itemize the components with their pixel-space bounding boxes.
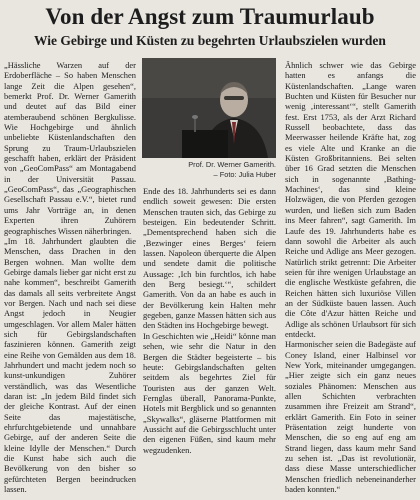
photo-caption: Prof. Dr. Werner Gamerith. – Foto: Julia Huber xyxy=(188,160,276,179)
subheadline: Wie Gebirge und Küsten zu begehrten Urlaubszielen wurden xyxy=(34,33,386,48)
headline: Von der Angst zum Traumurlaub xyxy=(45,4,375,29)
article-column-middle: Ende des 18. Jahrhunderts sei es dann endlich soweit gewesen: Die ersten Menschen trauten sich, das Gebirge zu besteigen. Ein bedeutender Schritt. „Dementsprechend haben sich die ‚Bezwinger eines Berges‘ feiern lassen. Napoleon überquerte die Alpen und sendete damit die politische Aussage: ‚Ich bin furchtlos, ich habe den Berg besiegt.‘“, schildert Gamerith. Von da an habe es auch in der Bevölkerung kein Halten mehr gegeben, ganze Massen hätten sich aus den Städten ins Hochgebirge bewegt. In Geschichten wie „Heidi“ könne man sehen, wie sehr die Natur in den Bergen die Städter begeisterte – bis heute: Gebirgslandschaften gelten seitdem als begehrtes Ziel für Touristen aus der ganzen Welt. Fernglas überall, Panorama-Punkte, Hotels mit Bergblick und so genannten „Skywalks“, gläserne Plattformen mit Aussicht auf die Gebirgsschlucht unter den eigenen Füßen, sind kaum mehr wegzudenken. xyxy=(143,186,276,455)
speaker-photo-image xyxy=(142,58,276,158)
speaker-photo xyxy=(142,58,276,158)
article-column-right: Ähnlich schwer wie das Gebirge hatten es anfangs die Küstenlandschaften. „Lange waren Buchten und Küsten für Besucher nur wenig ‚interessant‘“, stellt Gamerith fest. Erst 1753, als der Arzt Richard Russell beobachtete, dass das Meerwasser heilende Kräfte hat, zog es viele Alte und Kranke an die Küsten Großbritanniens. Bei selten über 16 Grad setzten die Menschen sich in sogenannte ‚Bathing-Machines‘, das sind kleine Holzwägen, die von Pferden gezogen wurden, und ließen sich zum Baden ins Meer fahren“, sagt Gamerith. Im Laufe des 19. Jahrhunderts habe es dann sowohl die Arbeiter als auch Reiche und Adlige ans Meer gezogen. Natürlich strikt getrennt: Die Arbeiter seien für ihre wenigen Urlaubstage an die englische Westküste gefahren, die Reichen hätten sich luxuriöse Villen an der Südküste bauen lassen. Auch die Côte d'Azur hätten Reiche und Adlige als schönen Urlaubsort für sich entdeckt. Harmonischer seien die Badegäste auf Coney Island, einer Halbinsel vor New York, miteinander umgegangen. „Hier zeigte sich ein ganz neues soziales Phänomen: Menschen aus allen Schichten verbrachten zusammen ihre Freizeit am Strand“, erklärt Gamerith. Ein Foto in seiner Präsentation zeigt hunderte von Menschen, die so eng auf eng am Strand liegen, dass kaum mehr Sand zu sehen ist. „Das ist revolutionär, dass diese Masse unterschiedlicher Menschen friedlich nebeneinanderher baden konnten.“ xyxy=(285,60,416,495)
article-column-left: „Hässliche Warzen auf der Erdoberfläche – So haben Menschen lange Zeit die Alpen gesehen“, bemerkt Prof. Dr. Werner Gamerith und deutet auf das Bild einer atemberaubend schönen Bergkulisse. Wie Hochgebirge und ähnlich unbeliebte Küstenlandschaften den Sprung zu Traum-Urlaubszielen geschafft haben, erklärt der Präsident von „GeoComPass“ am Montagabend in der Universität Passau. „GeoComPass“, das „Geographischen Gesellschaft Passau e.V.“, bietet rund ums Jahr Vorträge an, in denen Experten ihren Zuhörern geographisches Wissen näherbringen. „Im 18. Jahrhundert glaubten die Menschen, dass Drachen in den Bergen wohnen. Man wollte dem Gebirge damals lieber gar nicht erst zu nahe kommen“, beschreibt Gamerith das damals all seits verbreitete Angst vor Bergen. Nach und nach sei diese Angst jedoch in Neugier umgeschlagen. Vor allem Maler hätten sich für Gebirgslandschaften faszinieren können. Gamerith zeigt eine Reihe von Gemälden aus dem 18. Jahrhundert und macht jedem noch so kunst-unkundigen Zuhörer verständlich, was das Wesentliche daran ist: „In jedem Bild findet sich der gleiche Kontrast. Auf der einen Seite das majestätische, ehrfurchtgebietende und unnahbare Gebirge, auf der anderen Seite die kleine Idylle der Menschen.“ Durch die Kunst habe sich auch die Bevölkerung von den bisher so gefürchteten Bergen beeindrucken lassen. xyxy=(4,60,136,495)
